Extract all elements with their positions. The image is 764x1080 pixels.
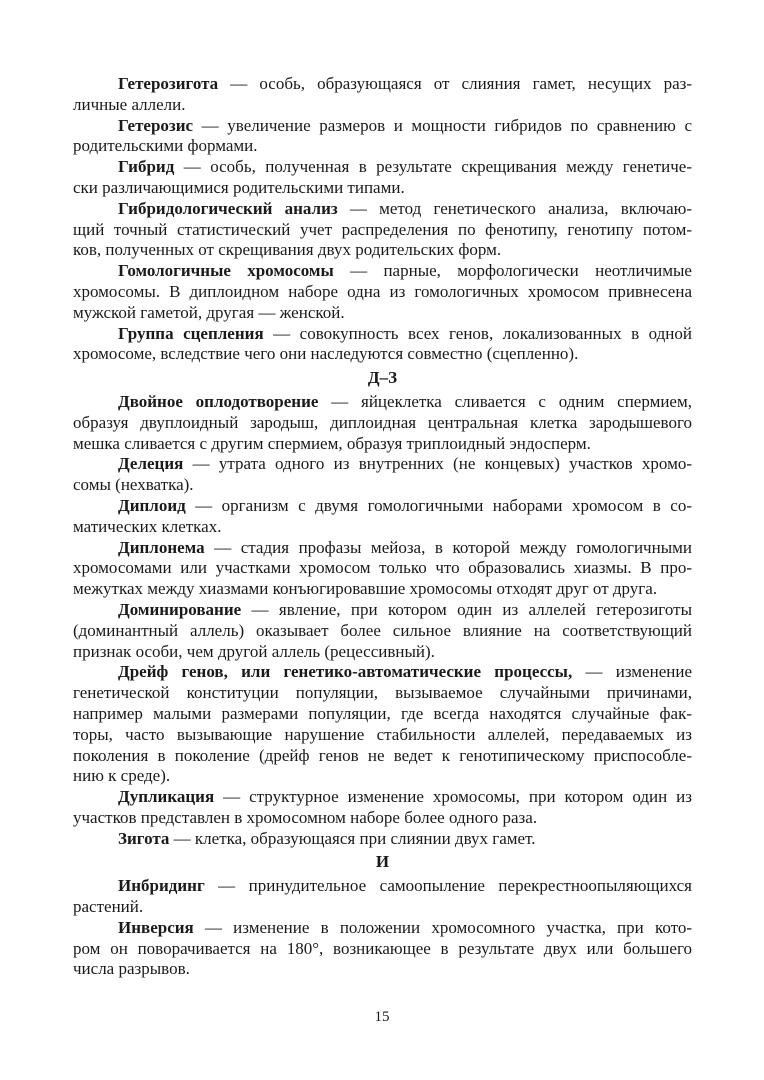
definition-text: — парные, морфологически неотличимые — [333, 261, 692, 281]
text-line — [73, 434, 692, 455]
text-line — [73, 116, 692, 137]
definition-text: — увеличение размеров и мощности гибридов по сравнению с — [193, 115, 692, 135]
definition-text: — совокупность всех генов, локализованных в одной — [263, 323, 692, 343]
glossary-term: Диплонема — [118, 537, 205, 557]
definition-text: признак особи, чем другой аллель (рецессивный). — [73, 641, 435, 661]
glossary-term: Двойное оплодотворение — [118, 391, 319, 411]
glossary-entry — [73, 454, 692, 496]
definition-text: родительскими формами. — [73, 136, 258, 156]
glossary-term: Гибридологический анализ — [118, 198, 338, 218]
definition-text: — изменение в положении хромосомного участка, при кото- — [193, 917, 692, 937]
text-line — [73, 454, 692, 475]
text-line — [73, 136, 692, 157]
glossary-entry — [73, 829, 692, 850]
document-page — [73, 74, 692, 980]
text-line — [73, 558, 692, 579]
definition-text: — особь, образующаяся от слияния гамет, несущих раз- — [218, 74, 692, 93]
definition-text: хромосоме, вследствие чего они наследуются совместно (сцепленно). — [73, 344, 579, 364]
text-line — [73, 897, 692, 918]
text-line — [73, 662, 692, 683]
glossary-term: Инбридинг — [118, 876, 205, 896]
definition-text: хромосомами или участками хромосом только что образовались хиазмы. В про- — [73, 558, 692, 578]
text-line — [73, 939, 692, 960]
definition-text: числа разрывов. — [73, 959, 190, 979]
page-number: 15 — [374, 1009, 390, 1025]
definition-text: мужской гаметой, другая — женской. — [73, 302, 345, 322]
definition-text: ков, полученных от скрещивания двух родительских форм. — [73, 240, 502, 260]
text-line — [73, 282, 692, 303]
definition-text: нию к среде). — [73, 766, 171, 786]
definition-text: матических клетках. — [73, 516, 222, 536]
text-line — [73, 392, 692, 413]
glossary-term: Доминирование — [118, 599, 242, 619]
definition-text: — явление, при котором один из аллелей гетерозиготы — [241, 599, 692, 619]
text-line — [73, 725, 692, 746]
definition-text: межутках между хиазмами конъюгировавшие хромосомы отходят друг от друга. — [73, 579, 658, 599]
glossary-term: Гетерозис — [118, 115, 194, 135]
definition-text: ром он поворачивается на 180°, возникающее в результате двух или большего — [73, 938, 692, 958]
text-line — [73, 178, 692, 199]
text-line — [73, 959, 692, 980]
definition-text: ски различающимися родительскими типами. — [73, 177, 405, 197]
text-line — [73, 95, 692, 116]
glossary-entry — [73, 199, 692, 261]
text-line — [73, 876, 692, 897]
text-line — [73, 746, 692, 767]
definition-text: — организм с двумя гомологичными наборами хромосом в со- — [185, 495, 692, 515]
glossary-section — [73, 852, 692, 980]
glossary-entry — [73, 496, 692, 538]
glossary-term: Делеция — [118, 454, 184, 474]
definition-text: — утрата одного из внутренних (не концевых) участков хромо- — [183, 454, 692, 474]
text-line — [73, 600, 692, 621]
definition-text: — яйцеклетка сливается с одним спермием, — [318, 391, 692, 411]
definition-text: хромосомы. В диплоидном наборе одна из гомологичных хромосом привнесена — [73, 281, 692, 301]
glossary-section — [73, 368, 692, 849]
glossary-entry — [73, 600, 692, 662]
definition-text: например малыми размерами популяции, где всегда находятся случайные фак- — [73, 703, 692, 723]
definition-text: личные аллели. — [73, 94, 186, 114]
glossary-entry — [73, 392, 692, 454]
definition-text: — принудительное самоопыление перекрестноопыляющихся — [204, 876, 692, 896]
text-line — [73, 240, 692, 261]
glossary-entry — [73, 876, 692, 918]
text-line — [73, 683, 692, 704]
definition-text: сомы (нехватка). — [73, 475, 194, 495]
definition-text: торы, часто вызывающие нарушение стабильности аллелей, передаваемых из — [73, 724, 692, 744]
text-line — [73, 413, 692, 434]
section-heading: Д–З — [367, 368, 398, 388]
glossary-term: Гибрид — [118, 157, 175, 177]
text-line — [73, 157, 692, 178]
section-heading: И — [375, 852, 390, 872]
text-line — [73, 220, 692, 241]
definition-text: — стадия профазы мейоза, в которой между гомологичными — [204, 537, 692, 557]
glossary-entry — [73, 157, 692, 199]
text-line — [73, 199, 692, 220]
text-line — [73, 344, 692, 365]
definition-text: — клетка, образующаяся при слиянии двух гамет. — [169, 828, 536, 848]
definition-text: участков представлен в хромосомном наборе более одного раза. — [73, 807, 538, 827]
text-line — [73, 829, 692, 850]
text-line — [73, 475, 692, 496]
glossary-term: Гомологичные хромосомы — [118, 261, 334, 281]
text-line — [73, 621, 692, 642]
glossary-entry — [73, 918, 692, 980]
glossary-term: Зигота — [118, 828, 170, 848]
definition-text: — структурное изменение хромосомы, при котором один из — [214, 787, 692, 807]
text-line — [73, 261, 692, 282]
definition-text: растений. — [73, 897, 144, 917]
text-line — [73, 496, 692, 517]
glossary-entry — [73, 538, 692, 600]
text-line — [73, 787, 692, 808]
glossary-term: Дупликация — [118, 787, 215, 807]
text-line — [73, 579, 692, 600]
text-line — [73, 324, 692, 345]
definition-text: — метод генетического анализа, включаю- — [337, 198, 692, 218]
definition-text: мешка сливается с другим спермием, образуя триплоидный эндосперм. — [73, 433, 591, 453]
definition-text: генетической конституции популяции, вызываемое случайными причинами, — [73, 683, 692, 703]
glossary-term: Диплоид — [118, 495, 186, 515]
glossary-term: Гетерозигота — [118, 74, 219, 93]
glossary-term: Инверсия — [118, 917, 194, 937]
definition-text: поколения в поколение (дрейф генов не ведет к генотипическому приспособле- — [73, 745, 692, 765]
definition-text: — изменение — [572, 662, 692, 682]
text-line — [73, 808, 692, 829]
glossary-term: Дрейф генов, или генетико-автоматические процессы, — [118, 662, 573, 682]
glossary-section — [73, 74, 692, 365]
glossary-entry — [73, 324, 692, 366]
glossary-entry — [73, 74, 692, 116]
text-line — [73, 74, 692, 95]
text-line — [73, 918, 692, 939]
text-line — [73, 517, 692, 538]
text-line — [73, 642, 692, 663]
glossary-entry — [73, 662, 692, 787]
definition-text: образуя двуплоидный зародыш, диплоидная центральная клетка зародышевого — [73, 412, 692, 432]
glossary-entry — [73, 261, 692, 323]
text-line — [73, 538, 692, 559]
glossary-entry — [73, 787, 692, 829]
definition-text: щий точный статистический учет распределения по фенотипу, генотипу потом- — [73, 219, 692, 239]
text-line — [73, 766, 692, 787]
text-line — [73, 704, 692, 725]
glossary-entry — [73, 116, 692, 158]
text-line — [73, 303, 692, 324]
definition-text: — особь, полученная в результате скрещивания между генетиче- — [174, 157, 692, 177]
glossary-term: Группа сцепления — [118, 323, 264, 343]
definition-text: (доминантный аллель) оказывает более сильное влияние на соответствующий — [73, 620, 692, 640]
